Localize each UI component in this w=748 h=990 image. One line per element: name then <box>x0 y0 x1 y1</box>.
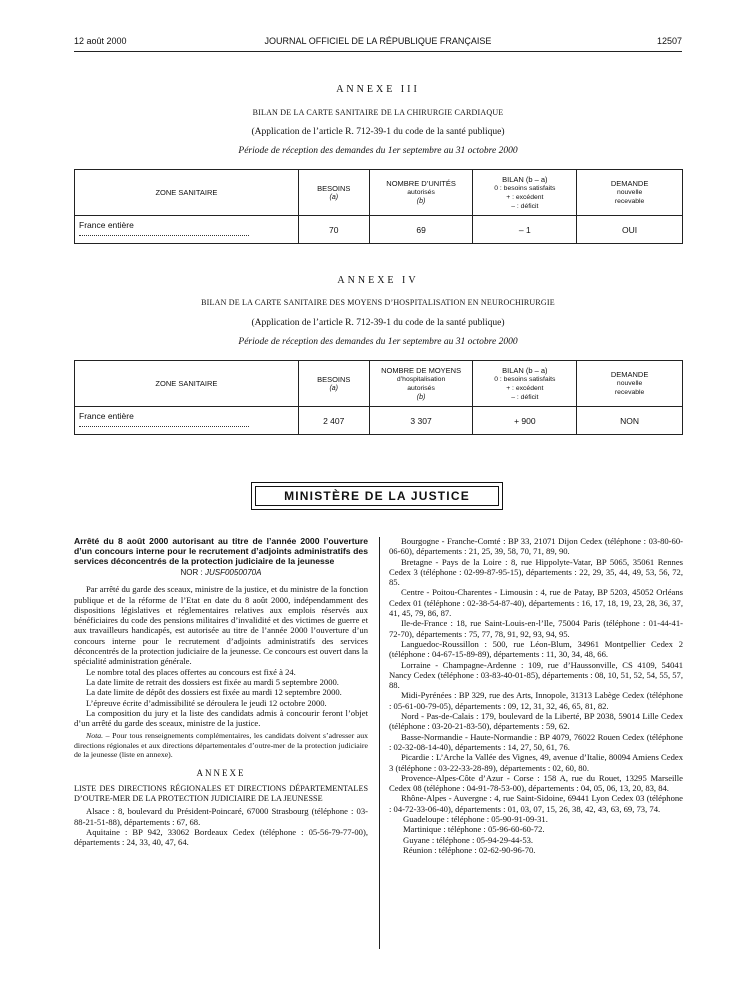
direction-entry: Languedoc-Roussillon : 500, rue Léon-Blum, 34961 Montpellier Cedex 2 (téléphone : 04-67-15-89-89), départements : 11, 30, 34, 48, 66. <box>389 638 683 660</box>
ministry-title: MINISTÈRE DE LA JUSTICE <box>255 486 499 506</box>
direction-entry: Ile-de-France : 18, rue Saint-Louis-en-l’Ile, 75004 Paris (téléphone : 01-44-41-72-70), départements : 75, 77, 78, 91, 92, 93, 94, 95. <box>389 618 683 639</box>
table-row <box>75 216 683 244</box>
issue-date: 12 août 2000 <box>74 36 127 46</box>
annexe3-application: (Application de l’article R. 712-39-1 du code de la santé publique) <box>251 127 505 137</box>
annexe4-subtitle: BILAN DE LA CARTE SANITAIRE DES MOYENS D’HOSPITALISATION EN NEUROCHIRURGIE <box>201 298 555 307</box>
direction-entry: Provence-Alpes-Côte d’Azur - Corse : 158 A, rue du Rouet, 13295 Marseille Cedex 08 (téléphone : 04-91-78-53-00), départements : 04, 05, 06, 13, 20, 83, 84. <box>389 772 683 794</box>
arrete-paragraph: Par arrêté du garde des sceaux, ministre de la justice, et du ministre de la fonction publique et de la réforme de l’Etat en date du 8 août 2000, indépendamment des dispositions législatives et réglementaires relatives aux emplois réservés aux bénéficiaires du code des pensions militaires d’invalidité et des victimes de guerre et aux travailleurs handicapés, est autorisée au titre de l’année 2000 l’ouverture d’un concours interne pour le recrutement d’adjoints administratifs des services déconcentrés de la protection judiciaire de la jeunesse. Ce concours est ouvert dans la spécialité administration générale. <box>74 584 368 667</box>
nor-label: NOR : <box>180 568 203 577</box>
nota <box>74 731 368 759</box>
annexe4-table <box>74 360 683 435</box>
direction-entry: Lorraine - Champagne-Ardenne : 109, rue d’Haussonville, CS 4109, 54041 Nancy Cedex (téléphone : 03-83-40-01-85), départements : 08, 10, 51, 52, 54, 55, 57, 88. <box>389 659 683 691</box>
table-row <box>75 407 683 435</box>
column-divider <box>379 537 380 949</box>
annexe4-periode: Période de réception des demandes du 1er septembre au 31 octobre 2000 <box>238 337 518 347</box>
col-besoins: BESOINS (a) <box>298 361 369 407</box>
col-zone: ZONE SANITAIRE <box>75 170 299 216</box>
arrete-paragraph: La date limite de dépôt des dossiers est fixée au mardi 12 septembre 2000. <box>86 687 342 698</box>
nota-text: – Pour tous renseignements complémentaires, les candidats doivent s’adresser aux directions régionales et aux directions départementales d’outre-mer de la protection judiciaire de la jeunesse (liste en annexe). <box>74 731 368 759</box>
annexe4-title: ANNEXE IV <box>337 275 419 286</box>
cell-demande: OUI <box>577 216 683 244</box>
arrete-paragraph: L’épreuve écrite d’admissibilité se déroulera le jeudi 12 octobre 2000. <box>86 697 327 708</box>
arrete-paragraph: La date limite de retrait des dossiers est fixée au mardi 5 septembre 2000. <box>86 676 339 687</box>
nor-code: JUSF0050070A <box>204 568 262 577</box>
col-bilan: BILAN (b – a) 0 : besoins satisfaits + : excédent – : déficit <box>473 361 577 407</box>
annexe3-table <box>74 169 683 244</box>
cell-besoins: 2 407 <box>298 407 369 435</box>
running-header <box>74 36 682 50</box>
cell-bilan: + 900 <box>473 407 577 435</box>
col-unites: NOMBRE D’UNITÉS autorisés (b) <box>369 170 473 216</box>
cell-besoins: 70 <box>298 216 369 244</box>
direction-entry: Alsace : 8, boulevard du Président-Poincaré, 67000 Strasbourg (téléphone : 03-88-21-51-88), départements : 67, 68. <box>74 806 368 827</box>
outre-mer-entry: Guadeloupe : téléphone : 05-90-91-09-31. <box>403 814 548 825</box>
arrete-paragraph: Le nombre total des places offertes au concours est fixé à 24. <box>86 666 296 677</box>
col-besoins: BESOINS (a) <box>298 170 369 216</box>
table-header-row <box>75 170 683 216</box>
direction-entry: Midi-Pyrénées : BP 329, rue des Arts, Innopole, 31313 Labège Cedex (téléphone : 05-61-00-79-05), départements : 09, 12, 31, 32, 46, 65, 81, 82. <box>389 690 683 711</box>
directions-column <box>389 536 683 855</box>
direction-entry: Picardie : L’Arche la Vallée des Vignes, 49, avenue d’Italie, 80094 Amiens Cedex 3 (téléphone : 03-22-33-28-89), départements : 02, 60, 80. <box>389 752 683 773</box>
direction-entry: Rhône-Alpes - Auvergne : 4, rue Saint-Sidoine, 69441 Lyon Cedex 03 (téléphone : 04-72-33-06-40), départements : 01, 03, 07, 15, 26, 38, 42, 43, 63, 69, 73, 74. <box>389 793 683 814</box>
cell-zone: France entière <box>75 216 299 244</box>
outre-mer-entry: Guyane : téléphone : 05-94-29-44-53. <box>403 834 534 845</box>
cell-zone: France entière <box>75 407 299 435</box>
col-demande: DEMANDE nouvelle recevable <box>577 361 683 407</box>
cell-bilan: – 1 <box>473 216 577 244</box>
direction-entry: Bretagne - Pays de la Loire : 8, rue Hippolyte-Vatar, BP 5065, 35061 Rennes Cedex 3 (téléphone : 02-99-87-95-15), départements : 22, 29, 35, 44, 49, 53, 56, 72, 85. <box>389 556 683 588</box>
arrete-title: Arrêté du 8 août 2000 autorisant au titre de l’année 2000 l’ouverture d’un concours interne pour le recrutement d’adjoints administratifs des services déconcentrés de la protection judiciaire de la jeunesse <box>74 536 368 566</box>
direction-entry: Bourgogne - Franche-Comté : BP 33, 21071 Dijon Cedex (téléphone : 03-80-60-06-60), départements : 21, 25, 39, 58, 70, 71, 89, 90. <box>389 536 683 557</box>
col-zone: ZONE SANITAIRE <box>75 361 299 407</box>
col-bilan: BILAN (b – a) 0 : besoins satisfaits + : excédent – : déficit <box>473 170 577 216</box>
direction-entry: Aquitaine : BP 942, 33062 Bordeaux Cedex (téléphone : 05-56-79-77-00), départements : 24, 33, 40, 47, 64. <box>74 826 368 848</box>
annexe3-subtitle: BILAN DE LA CARTE SANITAIRE DE LA CHIRURGIE CARDIAQUE <box>252 108 504 117</box>
col-demande: DEMANDE nouvelle recevable <box>577 170 683 216</box>
page-number: 12507 <box>656 36 682 46</box>
header-rule <box>74 51 682 52</box>
annexe3-periode: Période de réception des demandes du 1er septembre au 31 octobre 2000 <box>238 146 518 156</box>
annexe4-application: (Application de l’article R. 712-39-1 du code de la santé publique) <box>251 318 505 328</box>
cell-demande: NON <box>577 407 683 435</box>
direction-entry: Centre - Poitou-Charentes - Limousin : 4, rue de Patay, BP 5203, 45052 Orléans Cedex 01 (téléphone : 02-38-54-87-40), départements : 16, 17, 18, 19, 23, 28, 36, 37, 41, 45, 79, 86, 87. <box>389 587 683 619</box>
annexe3-title: ANNEXE III <box>336 84 420 95</box>
journal-title: JOURNAL OFFICIEL DE LA RÉPUBLIQUE FRANÇAISE <box>264 36 492 46</box>
nor-reference <box>74 568 368 578</box>
arrete-column <box>74 536 368 848</box>
nota-label: Nota. <box>86 731 104 741</box>
cell-autorises: 69 <box>369 216 473 244</box>
outre-mer-entry: Réunion : téléphone : 02-62-90-96-70. <box>403 844 536 855</box>
direction-entry: Nord - Pas-de-Calais : 179, boulevard de la Liberté, BP 2038, 59014 Lille Cedex (téléphone : 03-20-21-83-50), départements : 59, 62. <box>389 711 683 732</box>
col-moyens: NOMBRE DE MOYENS d’hospitalisation autorisés (b) <box>369 361 473 407</box>
annexe-heading: ANNEXE <box>196 768 246 779</box>
ministry-banner <box>251 482 503 510</box>
outre-mer-entry: Martinique : téléphone : 05-96-60-60-72. <box>403 824 545 835</box>
arrete-paragraph: La composition du jury et la liste des candidats admis à concourir feront l’objet d’un arrêté du garde des sceaux, ministre de la justice. <box>74 707 368 729</box>
table-header-row <box>75 361 683 407</box>
liste-title: LISTE DES DIRECTIONS RÉGIONALES ET DIRECTIONS DÉPARTEMENTALES D’OUTRE-MER DE LA PROTECTION JUDICIAIRE DE LA JEUNESSE <box>74 784 368 804</box>
direction-entry: Basse-Normandie - Haute-Normandie : BP 4079, 76022 Rouen Cedex (téléphone : 02-32-08-14-40), départements : 14, 27, 50, 61, 76. <box>389 731 683 752</box>
cell-autorises: 3 307 <box>369 407 473 435</box>
